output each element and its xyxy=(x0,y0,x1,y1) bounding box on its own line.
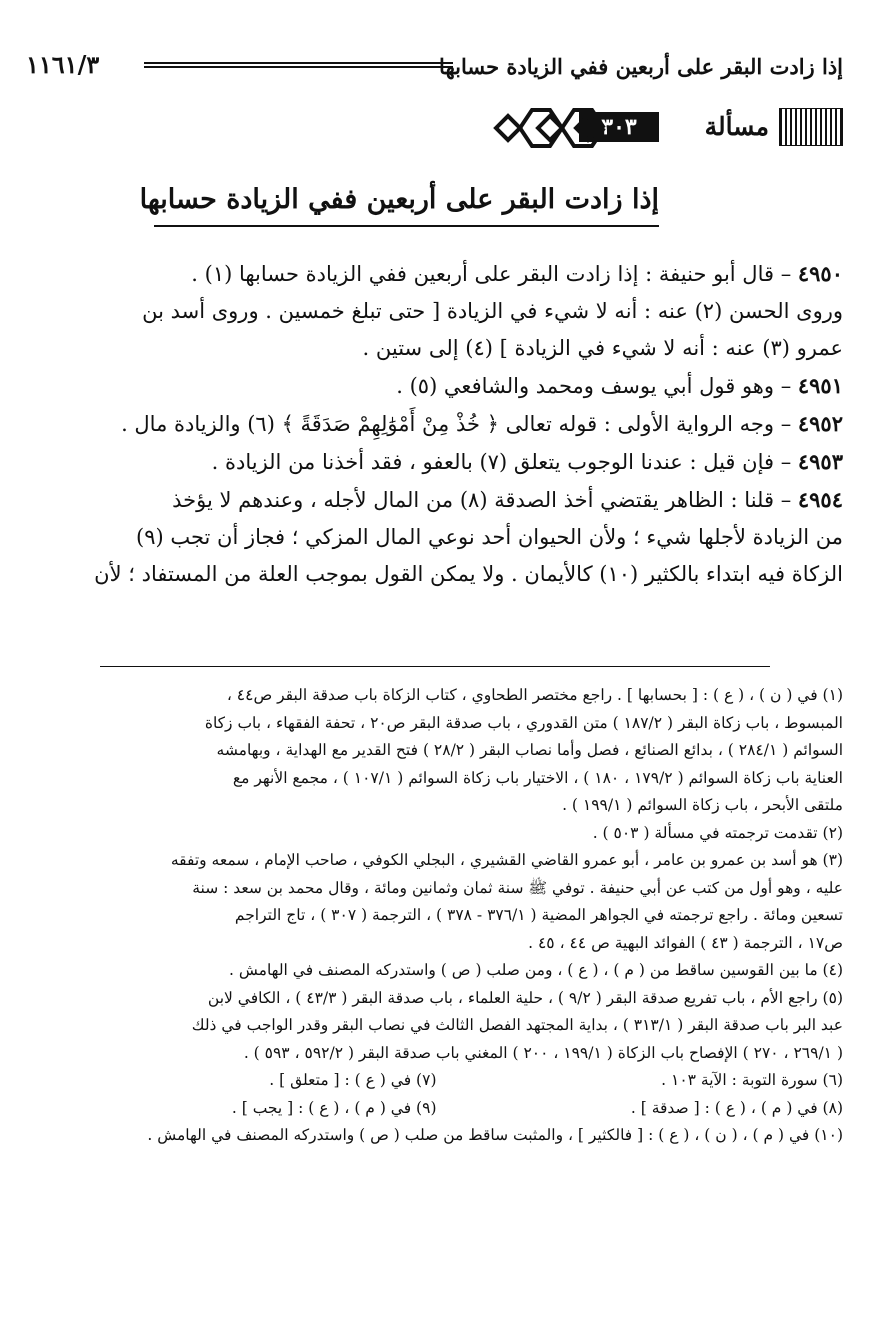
footnote-line: (٥) راجع الأم ، باب تفريع صدقة البقر ( ٩/٢ ) ، حلية العلماء ، باب صدقة البقر ( ٤٣/٣ ) ، الكافي لابن xyxy=(207,988,843,1007)
interlaced-knot-ornament-icon xyxy=(492,102,606,154)
vertical-hatch-block-icon xyxy=(779,108,843,146)
footnote-line: المبسوط ، باب زكاة البقر ( ١٨٧/٢ ) متن القدوري ، باب صدقة البقر ص٢٠ ، تحفة الفقهاء ، باب زكاة xyxy=(204,713,843,732)
footnote-line: (٢) تقدمت ترجمته في مسألة ( ٥٠٣ ) . xyxy=(592,823,843,842)
footnote-line: ص١٧ ، الترجمة ( ٤٣ ) الفوائد البهية ص ٤٤ ، ٤٥ . xyxy=(528,933,843,952)
masala-label: مسألة xyxy=(704,112,769,141)
paragraph-4951 xyxy=(30,367,843,405)
paragraph-4952 xyxy=(30,405,843,443)
paragraph-number: ٤٩٥٣ xyxy=(797,449,843,474)
footnote-line: ملتقى الأبحر ، باب زكاة السوائم ( ١٩٩/١ ) . xyxy=(562,796,843,814)
text-line: ٤٩٥٣ – فإن قيل : عندنا الوجوب يتعلق (٧) بالعفو ، فقد أخذنا من الزيادة . xyxy=(211,449,843,474)
section-title: إذا زادت البقر على أربعين ففي الزيادة حسابها xyxy=(154,184,659,227)
footnote-line: تسعين ومائة . راجع ترجمته في الجواهر المضية ( ٣٧٦/١ - ٣٧٨ ) ، الترجمة ( ٣٠٧ ) ، تاج التراجم xyxy=(234,906,843,924)
footnotes xyxy=(30,682,843,1150)
footnote-9: (٩) في ( م ) ، ( ع ) : [ يجب ] . xyxy=(231,1098,437,1117)
paragraph-4950 xyxy=(30,255,843,367)
header-double-rule xyxy=(144,62,453,68)
paragraph-4954 xyxy=(30,481,843,593)
footnote-7: (٧) في ( ع ) : [ متعلق ] . xyxy=(269,1071,437,1089)
text-line: ٤٩٥٠ – قال أبو حنيفة : إذا زادت البقر على أربعين ففي الزيادة حسابها (١) . xyxy=(191,261,843,286)
paragraph-text: فإن قيل : عندنا الوجوب يتعلق (٧) بالعفو ، فقد أخذنا من الزيادة . xyxy=(211,450,775,474)
footnote-line: (٣) هو أسد بن عمرو بن عامر ، أبو عمرو القاضي القشيري ، البجلي الكوفي ، صاحب الإمام ، سمعه وتفقه xyxy=(170,851,843,869)
text-line: ٤٩٥٤ – قلنا : الظاهر يقتضي أخذ الصدقة (٨) من المال لأجله ، وعندهم لا يؤخذ xyxy=(172,487,843,512)
paragraph-number: ٤٩٥١ xyxy=(797,373,843,398)
paragraph-number: ٤٩٥٢ xyxy=(797,411,843,436)
masala-banner xyxy=(492,102,843,154)
masala-number: ٣٠٣ xyxy=(579,112,659,142)
footnote-line: عبد البر باب صدقة البقر ( ٣١٣/١ ) ، بداية المجتهد الفصل الثالث في نصاب البقر وقدر الواجب في ذلك xyxy=(191,1016,843,1034)
paragraph-text: وجه الرواية الأولى : قوله تعالى ﴿ خُذْ مِنْ أَمْوَٰلِهِمْ صَدَقَةً ﴾ (٦) والزيادة مال . xyxy=(121,412,775,436)
text-line: الزكاة فيه ابتداء بالكثير (١٠) كالأيمان . ولا يمكن القول بموجب العلة من المستفاد ؛ لأن xyxy=(94,562,843,586)
paragraph-number: ٤٩٥٤ xyxy=(797,487,843,512)
footnote-line: ( ٢٦٩/١ ، ٢٧٠ ) الإفصاح باب الزكاة ( ١٩٩/١ ، ٢٠٠ ) المغني باب صدقة البقر ( ٥٩٢/٢ ، ٥٩٣ ) . xyxy=(243,1043,843,1062)
footnote-pair-row xyxy=(30,1067,843,1095)
paragraph-number: ٤٩٥٠ xyxy=(797,261,843,286)
running-title: إذا زادت البقر على أربعين ففي الزيادة حسابها xyxy=(439,54,843,79)
text-line: وروى الحسن (٢) عنه : أنه لا شيء في الزيادة [ حتى تبلغ خمسين . وروى أسد بن xyxy=(142,299,843,323)
text-line: ٤٩٥١ – وهو قول أبي يوسف ومحمد والشافعي (٥) . xyxy=(396,373,843,398)
text-line: ٤٩٥٢ – وجه الرواية الأولى : قوله تعالى ﴿ خُذْ مِنْ أَمْوَٰلِهِمْ صَدَقَةً ﴾ (٦) والزيادة مال . xyxy=(121,411,843,436)
footnote-separator xyxy=(100,666,770,667)
footnote-line: السوائم ( ٢٨٤/١ ) ، بدائع الصنائع ، فصل وأما نصاب البقر ( ٢٨/٢ ) فتح القدير مع الهداية ، وبهامشه xyxy=(216,741,843,759)
footnote-6: (٦) سورة التوبة : الآية ١٠٣ . xyxy=(661,1071,843,1089)
text-line: عمرو (٣) عنه : أنه لا شيء في الزيادة ] (٤) إلى ستين . xyxy=(362,336,843,360)
footnote-pair-row xyxy=(30,1095,843,1123)
footnote-line: (٤) ما بين القوسين ساقط من ( م ) ، ( ع ) ، ومن صلب ( ص ) واستدركه المصنف في الهامش . xyxy=(229,961,843,979)
running-header xyxy=(26,48,843,84)
footnote-line: العناية باب زكاة السوائم ( ١٧٩/٢ ، ١٨٠ ) ، الاختيار باب زكاة السوائم ( ١٠٧/١ ) ، مجمع الأنهر مع xyxy=(232,768,843,787)
main-text xyxy=(30,255,843,593)
paragraph-text: وهو قول أبي يوسف ومحمد والشافعي (٥) . xyxy=(396,374,775,398)
text-line: من الزيادة لأجلها شيء ؛ ولأن الحيوان أحد نوعي المال المزكي ؛ فجاز أن تجب (٩) xyxy=(135,525,843,549)
paragraph-text: قال أبو حنيفة : إذا زادت البقر على أربعين ففي الزيادة حسابها (١) . xyxy=(191,262,775,286)
footnote-8: (٨) في ( م ) ، ( ع ) : [ صدقة ] . xyxy=(630,1098,843,1117)
footnote-10: (١٠) في ( م ) ، ( ن ) ، ( ع ) : [ فالكثير ] ، والمثبت ساقط من صلب ( ص ) واستدركه المصنف في الهامش . xyxy=(147,1126,843,1144)
paragraph-4953 xyxy=(30,443,843,481)
footnote-line: عليه ، وهو أول من كتب عن أبي حنيفة . توفي ﷺ سنة ثمان وثمانين ومائة ، وقال محمد بن سعد : سنة xyxy=(192,878,843,897)
paragraph-text: قلنا : الظاهر يقتضي أخذ الصدقة (٨) من المال لأجله ، وعندهم لا يؤخذ xyxy=(172,488,775,512)
page-number: ١١٦١/٣ xyxy=(26,50,100,79)
footnote-line: (١) في ( ن ) ، ( ع ) : [ بحسابها ] . راجع مختصر الطحاوي ، كتاب الزكاة باب صدقة البقر ص٤٤ ، xyxy=(226,686,843,704)
